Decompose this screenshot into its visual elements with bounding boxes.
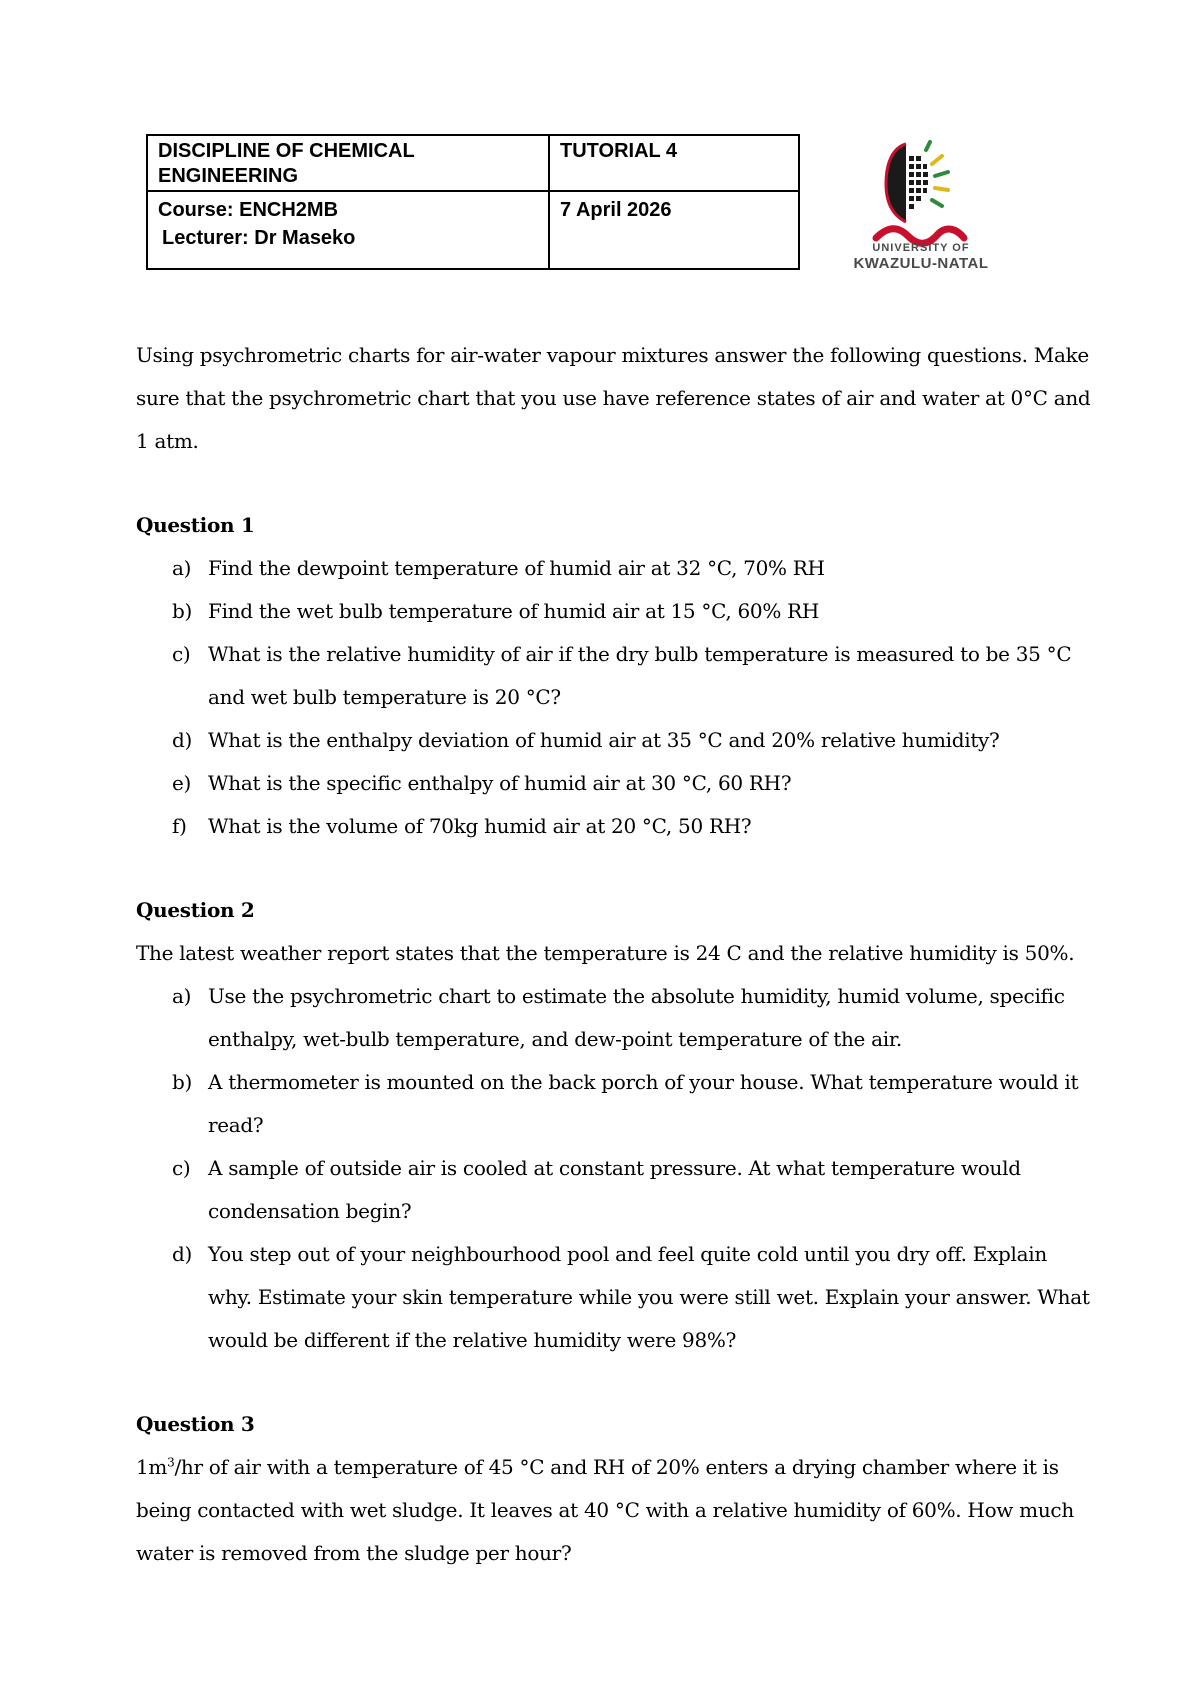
question-3-title: Question 3 [136,1412,255,1436]
date-cell [549,191,799,269]
item-marker: b) [172,599,193,623]
logo-rays [926,142,948,206]
list-item [136,719,1096,762]
header-table [146,134,800,270]
tutorial-label: TUTORIAL 4 [560,140,678,162]
list-item [136,1061,1096,1147]
date-label: 7 April 2026 [560,199,672,221]
item-marker: d) [172,728,193,752]
tutorial-content [136,334,1096,1575]
tutorial-cell [549,135,799,191]
question-3-text [136,1446,1096,1575]
item-marker: a) [172,556,192,580]
list-item [136,547,1096,590]
q3-prefix: 1m [136,1455,168,1479]
intro-paragraph: Using psychrometric charts for air-water vapour mixtures answer the following questions. Make sure that the psychrometric chart that you use have reference states of air and water at 0°C and 1 atm. [136,343,1091,453]
logo-shield-left [886,144,906,222]
list-item [136,590,1096,633]
logo-line-1: UNIVERSITY OF [872,242,970,254]
list-item [136,633,1096,719]
course-cell [147,191,549,269]
item-text: A sample of outside air is cooled at constant pressure. At what temperature would condensation begin? [208,1156,1021,1223]
item-text: What is the volume of 70kg humid air at 20 °C, 50 RH? [208,814,752,838]
item-marker: d) [172,1242,193,1266]
list-item [136,1147,1096,1233]
item-text: What is the enthalpy deviation of humid air at 35 °C and 20% relative humidity? [208,728,1000,752]
discipline-label: DISCIPLINE OF CHEMICAL ENGINEERING [158,140,415,187]
list-item [136,762,1096,805]
item-text: Find the wet bulb temperature of humid air at 15 °C, 60% RH [208,599,820,623]
list-item [136,975,1096,1061]
item-text: You step out of your neighbourhood pool and feel quite cold until you dry off. Explain why. Estimate your skin temperature while you were still wet. Explain your answer. What would be different if the relative humidity were 98%? [208,1242,1090,1352]
item-marker: f) [172,814,187,838]
lecturer-label: Lecturer: Dr Maseko [162,227,356,249]
item-text: Find the dewpoint temperature of humid air at 32 °C, 70% RH [208,556,825,580]
question-2-title: Question 2 [136,898,255,922]
item-marker: c) [172,1156,191,1180]
item-marker: a) [172,984,192,1008]
item-text: Use the psychrometric chart to estimate the absolute humidity, humid volume, specific enthalpy, wet-bulb temperature, and dew-point temperature of the air. [208,984,1065,1051]
q3-superscript: 3 [167,1455,175,1470]
item-text: What is the relative humidity of air if the dry bulb temperature is measured to be 35 °C and wet bulb temperature is 20 °C? [208,642,1072,709]
item-text: A thermometer is mounted on the back porch of your house. What temperature would it read? [208,1070,1079,1137]
logo-line-2: KWAZULU-NATAL [853,255,989,272]
question-2-list [136,975,1096,1362]
logo-wordmark [836,242,1006,272]
item-marker: b) [172,1070,193,1094]
item-marker: e) [172,771,192,795]
question-1-title: Question 1 [136,513,255,537]
item-text: What is the specific enthalpy of humid air at 30 °C, 60 RH? [208,771,792,795]
course-label: Course: ENCH2MB [158,199,339,221]
item-marker: c) [172,642,191,666]
list-item [136,1233,1096,1362]
logo-globe-dots [909,156,928,209]
q3-rest: /hr of air with a temperature of 45 °C and RH of 20% enters a drying chamber where it is being contacted with wet sludge. It leaves at 40 °C with a relative humidity of 60%. How much water is removed from the sludge per hour? [136,1455,1074,1565]
question-2-intro: The latest weather report states that the temperature is 24 C and the relative humidity is 50%. [136,941,1075,965]
list-item [136,805,1096,848]
question-1-list [136,547,1096,848]
discipline-cell [147,135,549,191]
